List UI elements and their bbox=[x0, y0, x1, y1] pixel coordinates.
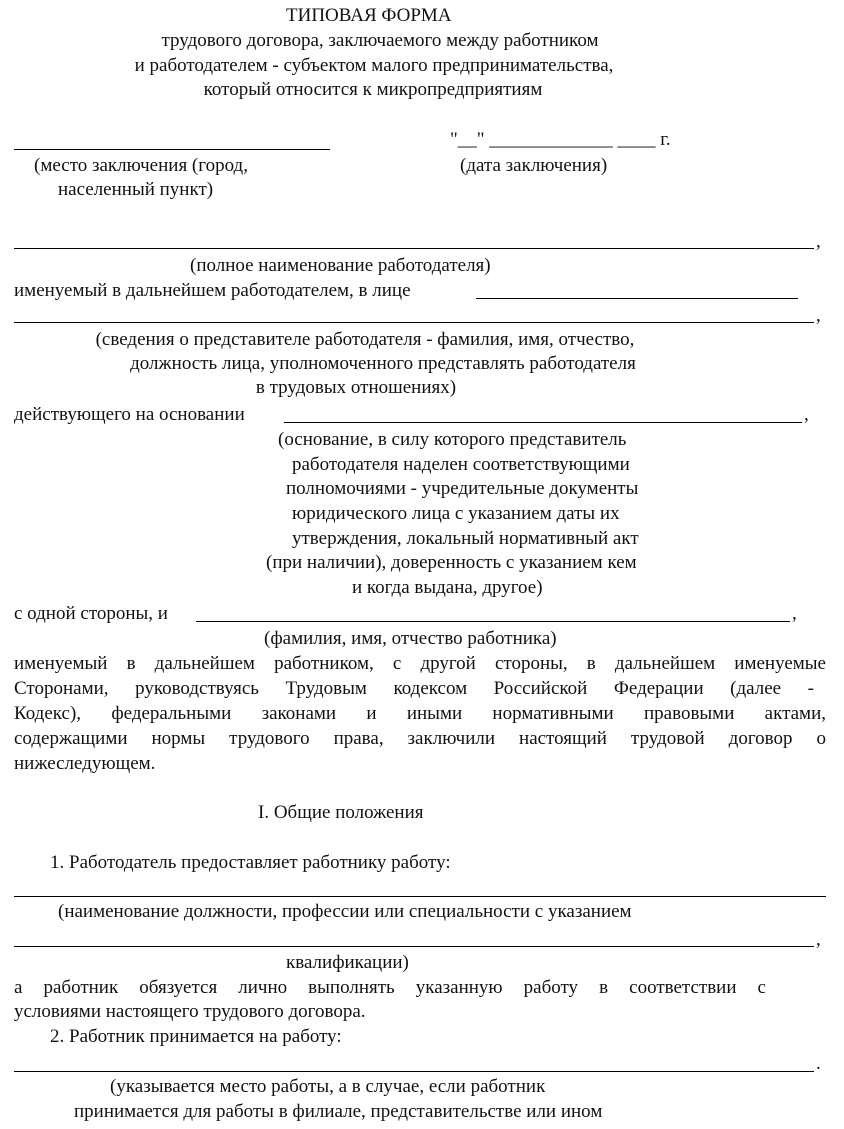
item-1-text: 1. Работодатель предоставляет работнику работу: bbox=[50, 852, 451, 873]
employee-name-comma: , bbox=[792, 603, 797, 624]
form-subtitle-line-1: трудового договора, заключаемого между работником bbox=[161, 30, 599, 51]
item-2-text: 2. Работник принимается на работу: bbox=[50, 1026, 342, 1047]
employer-name-comma: , bbox=[816, 231, 821, 252]
place-caption-line-2: населенный пункт) bbox=[58, 179, 214, 200]
position-line-1[interactable] bbox=[14, 896, 826, 897]
employer-rep-line-2[interactable] bbox=[14, 322, 814, 323]
preamble-line-1: именуемый в дальнейшем работником, с другой стороны, в дальнейшем именуемые bbox=[14, 653, 826, 674]
employer-rep-line-1[interactable] bbox=[476, 298, 798, 299]
workplace-caption-line-2: принимается для работы в филиале, представительстве или ином bbox=[74, 1101, 603, 1122]
position-line-2[interactable] bbox=[14, 946, 814, 947]
item-1-body-line-1: а работник обязуется лично выполнять указанную работу в соответствии с bbox=[14, 977, 766, 998]
basis-caption-line-4: юридического лица с указанием даты их bbox=[292, 503, 620, 524]
employee-name-line[interactable] bbox=[196, 621, 790, 622]
preamble-line-5: нижеследующем. bbox=[14, 753, 156, 774]
acting-basis-comma: , bbox=[804, 404, 809, 425]
place-blank-line[interactable] bbox=[14, 149, 330, 150]
preamble-line-3: Кодекс), федеральными законами и иными нормативными правовыми актами, bbox=[14, 703, 826, 724]
form-title: ТИПОВАЯ ФОРМА bbox=[286, 5, 452, 26]
employer-rep-caption-line-3: в трудовых отношениях) bbox=[255, 377, 457, 398]
basis-caption-line-6: (при наличии), доверенность с указанием кем bbox=[266, 552, 637, 573]
position-caption-line-2: квалификации) bbox=[286, 952, 409, 973]
basis-caption-line-2: работодателя наделен соответствующими bbox=[292, 454, 630, 475]
employer-name-line[interactable] bbox=[14, 248, 814, 249]
place-caption-line-1: (место заключения (город, bbox=[34, 155, 248, 176]
basis-caption-line-3: полномочиями - учредительные документы bbox=[286, 478, 639, 499]
employer-rep-caption-line-2: должность лица, уполномоченного представлять работодателя bbox=[130, 353, 636, 374]
date-caption: (дата заключения) bbox=[460, 155, 608, 176]
acting-basis-text: действующего на основании bbox=[14, 404, 245, 425]
employer-rep-comma: , bbox=[816, 305, 821, 326]
position-comma: , bbox=[816, 929, 821, 950]
item-1-body-line-2: условиями настоящего трудового договора. bbox=[14, 1001, 366, 1022]
preamble-line-2: Сторонами, руководствуясь Трудовым кодексом Российской Федерации (далее - bbox=[14, 678, 814, 699]
basis-caption-line-1: (основание, в силу которого представитель bbox=[278, 429, 627, 450]
workplace-line[interactable] bbox=[14, 1071, 814, 1072]
form-subtitle-line-2: и работодателем - субъектом малого предпринимательства, bbox=[134, 55, 614, 76]
acting-basis-line[interactable] bbox=[284, 422, 802, 423]
basis-caption-line-5: утверждения, локальный нормативный акт bbox=[292, 528, 639, 549]
named-employer-text: именуемый в дальнейшем работодателем, в лице bbox=[14, 280, 411, 301]
section-heading: I. Общие положения bbox=[258, 802, 424, 823]
preamble-line-4: содержащими нормы трудового права, заключили настоящий трудовой договор о bbox=[14, 728, 826, 749]
form-subtitle-line-3: который относится к микропредприятиям bbox=[203, 79, 543, 100]
employee-name-caption: (фамилия, имя, отчество работника) bbox=[264, 628, 557, 649]
one-side-text: с одной стороны, и bbox=[14, 603, 168, 624]
position-caption-line-1: (наименование должности, профессии или специальности с указанием bbox=[58, 901, 632, 922]
workplace-period: . bbox=[816, 1053, 821, 1074]
basis-caption-line-7: и когда выдана, другое) bbox=[352, 577, 543, 598]
workplace-caption-line-1: (указывается место работы, а в случае, если работник bbox=[110, 1076, 546, 1097]
employer-rep-caption-line-1: (сведения о представителе работодателя - фамилия, имя, отчество, bbox=[95, 329, 635, 350]
date-line[interactable]: "__" _____________ ____ г. bbox=[450, 129, 671, 150]
employer-name-caption: (полное наименование работодателя) bbox=[190, 255, 491, 276]
